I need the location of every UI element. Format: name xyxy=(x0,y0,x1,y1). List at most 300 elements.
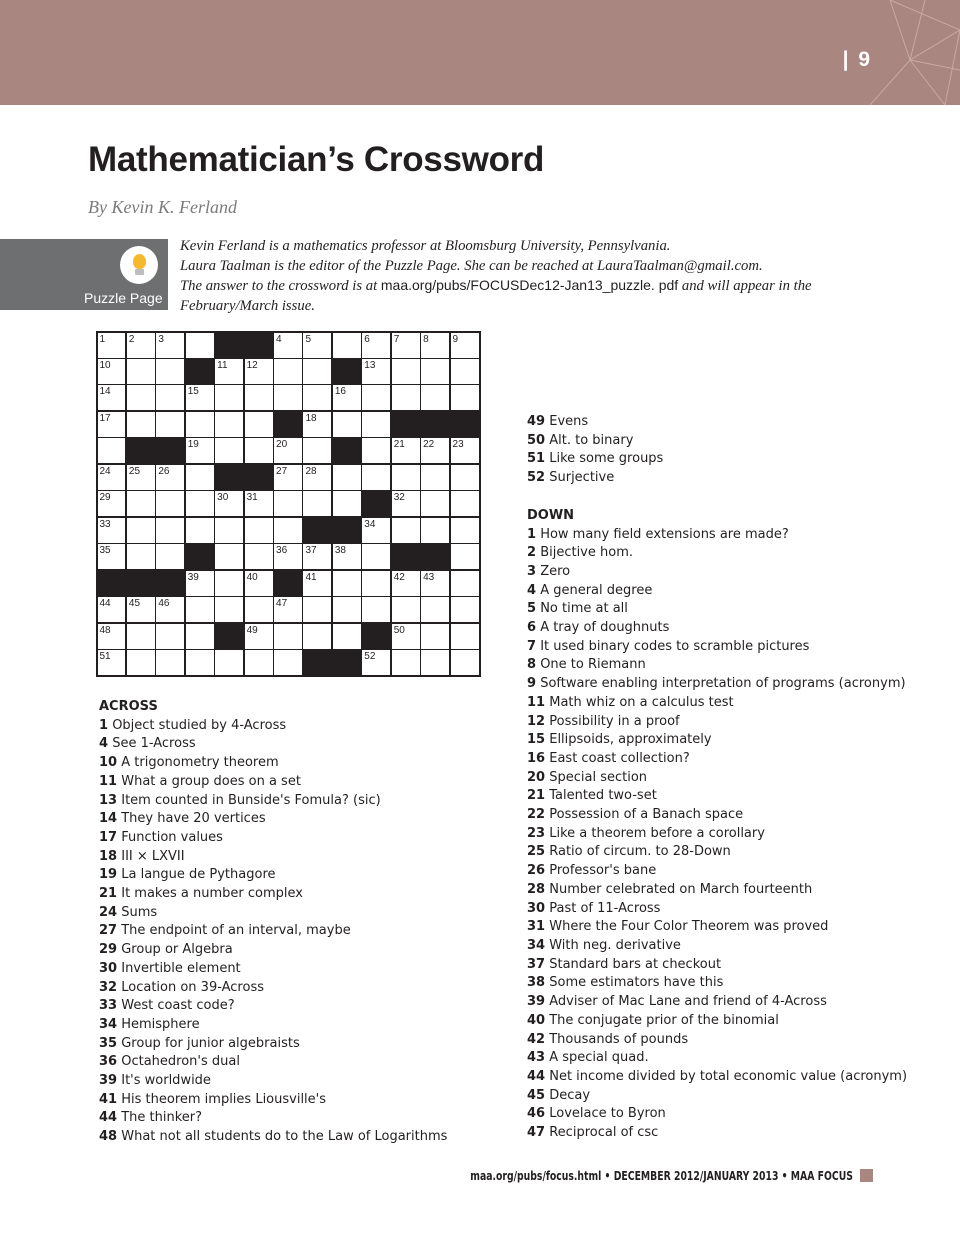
clue-text: Math whiz on a calculus test xyxy=(549,694,734,710)
clue-across-32 xyxy=(99,979,447,998)
clue-number: 14 xyxy=(99,386,111,398)
down-heading: DOWN xyxy=(527,507,575,523)
grid-cell[interactable] xyxy=(333,465,361,490)
grid-cell[interactable] xyxy=(362,465,390,490)
grid-cell[interactable] xyxy=(274,650,302,675)
grid-cell[interactable] xyxy=(156,650,184,675)
clue-text: Where the Four Color Theorem was proved xyxy=(549,919,829,935)
grid-cell[interactable] xyxy=(303,491,331,516)
clue-number: 11 xyxy=(217,359,228,371)
grid-cell[interactable] xyxy=(156,544,184,569)
clue-number: 37 xyxy=(305,545,317,557)
clue-number: 28 xyxy=(527,881,546,897)
grid-cell[interactable] xyxy=(451,438,479,463)
grid-cell[interactable] xyxy=(451,465,479,490)
clue-number: 34 xyxy=(99,1016,118,1032)
clue-text: See 1-Across xyxy=(112,736,196,752)
clue-text: His theorem implies Liousville's xyxy=(121,1091,327,1107)
clue-number: 40 xyxy=(246,571,258,583)
clue-number: 33 xyxy=(99,518,111,530)
clue-number: 51 xyxy=(527,451,546,467)
clue-number: 48 xyxy=(99,1129,118,1145)
grid-cell[interactable] xyxy=(186,518,214,543)
across-heading: ACROSS xyxy=(99,699,158,714)
grid-cell[interactable] xyxy=(127,333,155,358)
grid-cell[interactable] xyxy=(333,597,361,622)
clue-number: 6 xyxy=(364,333,370,345)
grid-cell[interactable] xyxy=(451,624,479,649)
clue-number: 23 xyxy=(452,439,464,451)
clue-number: 51 xyxy=(99,651,111,663)
clue-column-right xyxy=(527,413,907,1143)
clue-down-38 xyxy=(527,974,907,993)
grid-cell[interactable] xyxy=(156,412,184,437)
author-byline: By Kevin K. Ferland xyxy=(88,197,237,217)
grid-block xyxy=(127,438,155,463)
grid-cell[interactable] xyxy=(421,624,449,649)
intro-line-2: Laura Taalman is the editor of the Puzzle Page. She can be reached at LauraTaalman@gmail.com. xyxy=(180,257,763,274)
grid-cell[interactable] xyxy=(245,438,273,463)
grid-cell[interactable] xyxy=(98,597,126,622)
grid-cell[interactable] xyxy=(98,491,126,516)
clue-number: 9 xyxy=(527,676,537,692)
crossword-grid xyxy=(96,331,481,677)
clue-across-50 xyxy=(527,432,907,451)
clue-number: 31 xyxy=(527,919,546,935)
clue-number: 21 xyxy=(393,439,405,451)
grid-cell[interactable] xyxy=(274,491,302,516)
clue-number: 8 xyxy=(423,333,429,345)
clue-number: 30 xyxy=(527,900,546,916)
grid-cell[interactable] xyxy=(362,412,390,437)
intro-line-3-post: and will appear in the xyxy=(678,278,812,295)
grid-cell[interactable] xyxy=(127,544,155,569)
grid-cell[interactable] xyxy=(98,518,126,543)
grid-block xyxy=(245,333,273,358)
clue-down-44 xyxy=(527,1068,907,1087)
clue-down-40 xyxy=(527,1012,907,1031)
grid-cell[interactable] xyxy=(333,333,361,358)
clue-down-16 xyxy=(527,750,907,769)
clue-number: 29 xyxy=(99,942,118,958)
grid-cell[interactable] xyxy=(156,385,184,410)
grid-cell[interactable] xyxy=(156,624,184,649)
grid-block xyxy=(303,518,331,543)
grid-cell[interactable] xyxy=(98,544,126,569)
clue-number: 32 xyxy=(99,979,118,995)
clue-down-43 xyxy=(527,1049,907,1068)
clue-text: With neg. derivative xyxy=(549,937,681,953)
grid-cell[interactable] xyxy=(362,544,390,569)
clue-number: 35 xyxy=(99,545,111,557)
clue-text: Object studied by 4-Across xyxy=(112,717,287,733)
grid-cell[interactable] xyxy=(333,385,361,410)
grid-cell[interactable] xyxy=(451,650,479,675)
grid-cell[interactable] xyxy=(274,465,302,490)
grid-cell[interactable] xyxy=(421,518,449,543)
grid-cell[interactable] xyxy=(215,385,243,410)
clue-number: 27 xyxy=(276,465,288,477)
grid-cell[interactable] xyxy=(362,385,390,410)
grid-cell[interactable] xyxy=(303,544,331,569)
clue-text: Thousands of pounds xyxy=(549,1031,689,1047)
grid-cell[interactable] xyxy=(303,571,331,596)
clue-number: 46 xyxy=(527,1106,546,1122)
grid-cell[interactable] xyxy=(127,412,155,437)
across-clues xyxy=(99,698,447,1147)
grid-cell[interactable] xyxy=(392,359,420,384)
grid-cell[interactable] xyxy=(392,333,420,358)
grid-cell[interactable] xyxy=(392,518,420,543)
grid-cell[interactable] xyxy=(274,597,302,622)
grid-cell[interactable] xyxy=(186,650,214,675)
grid-cell[interactable] xyxy=(362,438,390,463)
clue-across-39 xyxy=(99,1072,447,1091)
grid-cell[interactable] xyxy=(421,465,449,490)
grid-cell[interactable] xyxy=(215,544,243,569)
grid-cell[interactable] xyxy=(392,597,420,622)
clue-number: 43 xyxy=(527,1050,546,1066)
grid-cell[interactable] xyxy=(451,359,479,384)
grid-cell[interactable] xyxy=(362,518,390,543)
grid-cell[interactable] xyxy=(245,359,273,384)
grid-block xyxy=(156,571,184,596)
clue-number: 12 xyxy=(246,359,258,371)
grid-cell[interactable] xyxy=(451,333,479,358)
clue-text: Adviser of Mac Lane and friend of 4-Across xyxy=(549,994,827,1010)
page-footer: maa.org/pubs/focus.html • DECEMBER 2012/JANUARY 2013 • MAA FOCUS xyxy=(470,1169,853,1183)
grid-cell[interactable] xyxy=(186,465,214,490)
grid-cell[interactable] xyxy=(127,385,155,410)
grid-cell[interactable] xyxy=(421,650,449,675)
clue-across-35 xyxy=(99,1035,447,1054)
clue-number: 38 xyxy=(527,975,546,991)
grid-cell[interactable] xyxy=(421,359,449,384)
grid-cell[interactable] xyxy=(303,359,331,384)
grid-cell[interactable] xyxy=(98,438,126,463)
clue-number: 26 xyxy=(158,465,170,477)
grid-cell[interactable] xyxy=(451,491,479,516)
grid-cell[interactable] xyxy=(127,624,155,649)
clue-down-21 xyxy=(527,787,907,806)
grid-cell[interactable] xyxy=(186,385,214,410)
grid-cell[interactable] xyxy=(303,438,331,463)
grid-cell[interactable] xyxy=(333,624,361,649)
grid-cell[interactable] xyxy=(127,491,155,516)
clue-text: A tray of doughnuts xyxy=(540,620,670,636)
clue-number: 45 xyxy=(527,1087,546,1103)
clue-number: 39 xyxy=(99,1073,118,1089)
clue-number: 37 xyxy=(527,956,546,972)
grid-cell[interactable] xyxy=(303,333,331,358)
clue-number: 27 xyxy=(99,923,118,939)
grid-block xyxy=(333,438,361,463)
grid-cell[interactable] xyxy=(421,571,449,596)
grid-cell[interactable] xyxy=(362,597,390,622)
grid-cell[interactable] xyxy=(156,491,184,516)
clue-number: 41 xyxy=(99,1091,118,1107)
grid-cell[interactable] xyxy=(98,333,126,358)
grid-cell[interactable] xyxy=(392,465,420,490)
clue-text: Professor's bane xyxy=(549,863,657,879)
grid-cell[interactable] xyxy=(156,359,184,384)
clue-text: It makes a number complex xyxy=(121,886,303,902)
clue-number: 49 xyxy=(527,414,546,429)
grid-cell[interactable] xyxy=(186,491,214,516)
clue-number: 52 xyxy=(527,470,546,486)
clue-text: Item counted in Bunside's Fomula? (sic) xyxy=(121,792,381,808)
grid-cell[interactable] xyxy=(362,359,390,384)
grid-block xyxy=(333,650,361,675)
grid-cell[interactable] xyxy=(362,571,390,596)
clue-number: 12 xyxy=(527,713,546,729)
clue-number: 24 xyxy=(99,465,111,477)
clue-number: 4 xyxy=(276,333,282,345)
clue-across-49 xyxy=(527,413,907,432)
grid-cell[interactable] xyxy=(451,597,479,622)
clue-text: Group or Algebra xyxy=(121,942,233,958)
grid-cell[interactable] xyxy=(362,650,390,675)
grid-cell[interactable] xyxy=(303,465,331,490)
grid-block xyxy=(333,359,361,384)
grid-cell[interactable] xyxy=(333,491,361,516)
grid-cell[interactable] xyxy=(245,385,273,410)
clue-number: 8 xyxy=(527,657,537,673)
grid-cell[interactable] xyxy=(392,491,420,516)
grid-cell[interactable] xyxy=(215,518,243,543)
clue-down-26 xyxy=(527,862,907,881)
grid-cell[interactable] xyxy=(215,491,243,516)
grid-cell[interactable] xyxy=(333,412,361,437)
grid-cell[interactable] xyxy=(156,597,184,622)
clue-number: 19 xyxy=(187,439,199,451)
grid-cell[interactable] xyxy=(127,650,155,675)
clue-text: Bijective hom. xyxy=(540,545,633,561)
clue-number: 9 xyxy=(452,333,459,345)
grid-cell[interactable] xyxy=(451,544,479,569)
clue-number: 28 xyxy=(305,465,317,477)
clue-text: Past of 11-Across xyxy=(549,900,661,916)
grid-cell[interactable] xyxy=(156,333,184,358)
clue-down-42 xyxy=(527,1031,907,1050)
clue-down-25 xyxy=(527,843,907,862)
clue-number: 45 xyxy=(128,598,141,610)
grid-cell[interactable] xyxy=(421,385,449,410)
clue-text: Net income divided by total economic value (acronym) xyxy=(549,1068,908,1084)
clue-text: No time at all xyxy=(540,601,628,617)
grid-cell[interactable] xyxy=(98,385,126,410)
grid-cell[interactable] xyxy=(392,438,420,463)
clue-number: 25 xyxy=(128,465,141,477)
clue-down-37 xyxy=(527,956,907,975)
grid-cell[interactable] xyxy=(215,359,243,384)
grid-cell[interactable] xyxy=(186,597,214,622)
intro-line-3-pre: The answer to the crossword is at xyxy=(180,278,381,295)
grid-cell[interactable] xyxy=(127,597,155,622)
clue-down-1 xyxy=(527,526,907,545)
grid-cell[interactable] xyxy=(274,624,302,649)
clue-number: 39 xyxy=(187,571,199,583)
grid-cell[interactable] xyxy=(421,333,449,358)
clue-across-27 xyxy=(99,922,447,941)
clue-number: 42 xyxy=(527,1031,546,1047)
grid-block xyxy=(362,491,390,516)
grid-cell[interactable] xyxy=(303,385,331,410)
clue-text: Ellipsoids, approximately xyxy=(549,732,712,748)
clue-number: 7 xyxy=(527,638,537,654)
clue-number: 11 xyxy=(527,694,546,710)
clue-number: 15 xyxy=(527,732,546,748)
grid-cell[interactable] xyxy=(186,571,214,596)
grid-cell[interactable] xyxy=(245,571,273,596)
footer-marker xyxy=(860,1169,873,1182)
grid-cell[interactable] xyxy=(245,518,273,543)
clue-text: Octahedron's dual xyxy=(121,1054,240,1070)
clue-text: Like some groups xyxy=(549,451,664,467)
grid-cell[interactable] xyxy=(451,518,479,543)
clue-text: The thinker? xyxy=(121,1110,203,1126)
grid-cell[interactable] xyxy=(451,571,479,596)
grid-block xyxy=(392,544,420,569)
grid-cell[interactable] xyxy=(215,571,243,596)
grid-cell[interactable] xyxy=(245,624,273,649)
clue-number: 21 xyxy=(99,886,118,902)
grid-cell[interactable] xyxy=(156,465,184,490)
clue-text: Group for junior algebraists xyxy=(121,1035,300,1051)
clue-number: 1 xyxy=(527,526,537,542)
clue-number: 26 xyxy=(527,863,546,879)
grid-cell[interactable] xyxy=(215,438,243,463)
clue-down-45 xyxy=(527,1087,907,1106)
clue-down-2 xyxy=(527,544,907,563)
clue-across-21 xyxy=(99,885,447,904)
clue-across-52 xyxy=(527,469,907,488)
clue-text: Possession of a Banach space xyxy=(549,807,744,823)
grid-block xyxy=(451,412,479,437)
grid-cell[interactable] xyxy=(392,624,420,649)
grid-cell[interactable] xyxy=(421,491,449,516)
clue-text: Like a theorem before a corollary xyxy=(549,825,765,841)
grid-cell[interactable] xyxy=(451,385,479,410)
grid-cell[interactable] xyxy=(245,597,273,622)
grid-cell[interactable] xyxy=(245,412,273,437)
grid-cell[interactable] xyxy=(362,333,390,358)
grid-cell[interactable] xyxy=(156,518,184,543)
clue-down-7 xyxy=(527,638,907,657)
grid-cell[interactable] xyxy=(274,359,302,384)
clue-text: West coast code? xyxy=(121,998,235,1014)
clue-across-18 xyxy=(99,848,447,867)
grid-cell[interactable] xyxy=(392,650,420,675)
clue-text: Some estimators have this xyxy=(549,975,724,991)
grid-cell[interactable] xyxy=(98,650,126,675)
clue-text: La langue de Pythagore xyxy=(121,867,276,883)
grid-cell[interactable] xyxy=(127,465,155,490)
grid-cell[interactable] xyxy=(303,412,331,437)
grid-block xyxy=(127,571,155,596)
clue-across-1 xyxy=(99,717,447,736)
clue-number: 10 xyxy=(99,755,118,771)
grid-cell[interactable] xyxy=(98,624,126,649)
grid-block xyxy=(98,571,126,596)
grid-cell[interactable] xyxy=(215,597,243,622)
grid-cell[interactable] xyxy=(186,412,214,437)
grid-cell[interactable] xyxy=(392,571,420,596)
grid-cell[interactable] xyxy=(333,544,361,569)
grid-cell[interactable] xyxy=(245,491,273,516)
clue-text: Surjective xyxy=(549,470,615,486)
grid-cell[interactable] xyxy=(215,412,243,437)
grid-cell[interactable] xyxy=(274,518,302,543)
answer-link[interactable]: maa.org/pubs/FOCUSDec12-Jan13_puzzle. pdf xyxy=(380,277,679,294)
clue-number: 40 xyxy=(527,1012,546,1028)
clue-number: 44 xyxy=(99,1110,118,1126)
clue-number: 41 xyxy=(305,571,317,583)
clue-number: 13 xyxy=(364,359,376,371)
clue-number: 20 xyxy=(276,439,288,451)
grid-cell[interactable] xyxy=(274,333,302,358)
clue-text: What not all students do to the Law of Logarithms xyxy=(121,1129,448,1145)
grid-cell[interactable] xyxy=(245,650,273,675)
clue-number: 33 xyxy=(99,998,118,1014)
clue-number: 25 xyxy=(527,844,546,860)
grid-block xyxy=(215,333,243,358)
grid-cell[interactable] xyxy=(333,571,361,596)
grid-cell[interactable] xyxy=(98,359,126,384)
clue-number: 13 xyxy=(99,792,118,808)
grid-cell[interactable] xyxy=(98,465,126,490)
clue-text: Function values xyxy=(121,829,223,845)
grid-cell[interactable] xyxy=(127,359,155,384)
grid-cell[interactable] xyxy=(421,438,449,463)
grid-cell[interactable] xyxy=(186,333,214,358)
grid-cell[interactable] xyxy=(274,438,302,463)
clue-across-14 xyxy=(99,810,447,829)
grid-cell[interactable] xyxy=(303,624,331,649)
grid-block xyxy=(362,624,390,649)
grid-cell[interactable] xyxy=(186,438,214,463)
intro-line-3 xyxy=(180,276,870,297)
clue-number: 52 xyxy=(364,651,376,663)
page-number: | 9 xyxy=(842,48,872,71)
clue-across-13 xyxy=(99,792,447,811)
grid-cell[interactable] xyxy=(274,385,302,410)
clue-number: 17 xyxy=(99,829,118,845)
grid-cell[interactable] xyxy=(245,544,273,569)
clue-down-31 xyxy=(527,918,907,937)
clue-text: III × LXVII xyxy=(121,848,185,864)
grid-cell[interactable] xyxy=(274,544,302,569)
clue-across-24 xyxy=(99,904,447,923)
grid-cell[interactable] xyxy=(303,597,331,622)
clue-number: 49 xyxy=(246,624,258,636)
grid-cell[interactable] xyxy=(392,385,420,410)
clue-number: 48 xyxy=(99,624,111,636)
grid-cell[interactable] xyxy=(186,624,214,649)
grid-cell[interactable] xyxy=(127,518,155,543)
clue-text: The endpoint of an interval, maybe xyxy=(121,923,351,939)
clue-across-10 xyxy=(99,754,447,773)
grid-cell[interactable] xyxy=(421,597,449,622)
clue-number: 30 xyxy=(217,492,229,504)
lightbulb-icon xyxy=(120,246,158,284)
grid-cell[interactable] xyxy=(215,650,243,675)
grid-cell[interactable] xyxy=(98,412,126,437)
clue-text: How many field extensions are made? xyxy=(540,526,789,542)
clue-number: 36 xyxy=(99,1054,118,1070)
clue-text: Standard bars at checkout xyxy=(549,956,722,972)
clue-down-34 xyxy=(527,937,907,956)
